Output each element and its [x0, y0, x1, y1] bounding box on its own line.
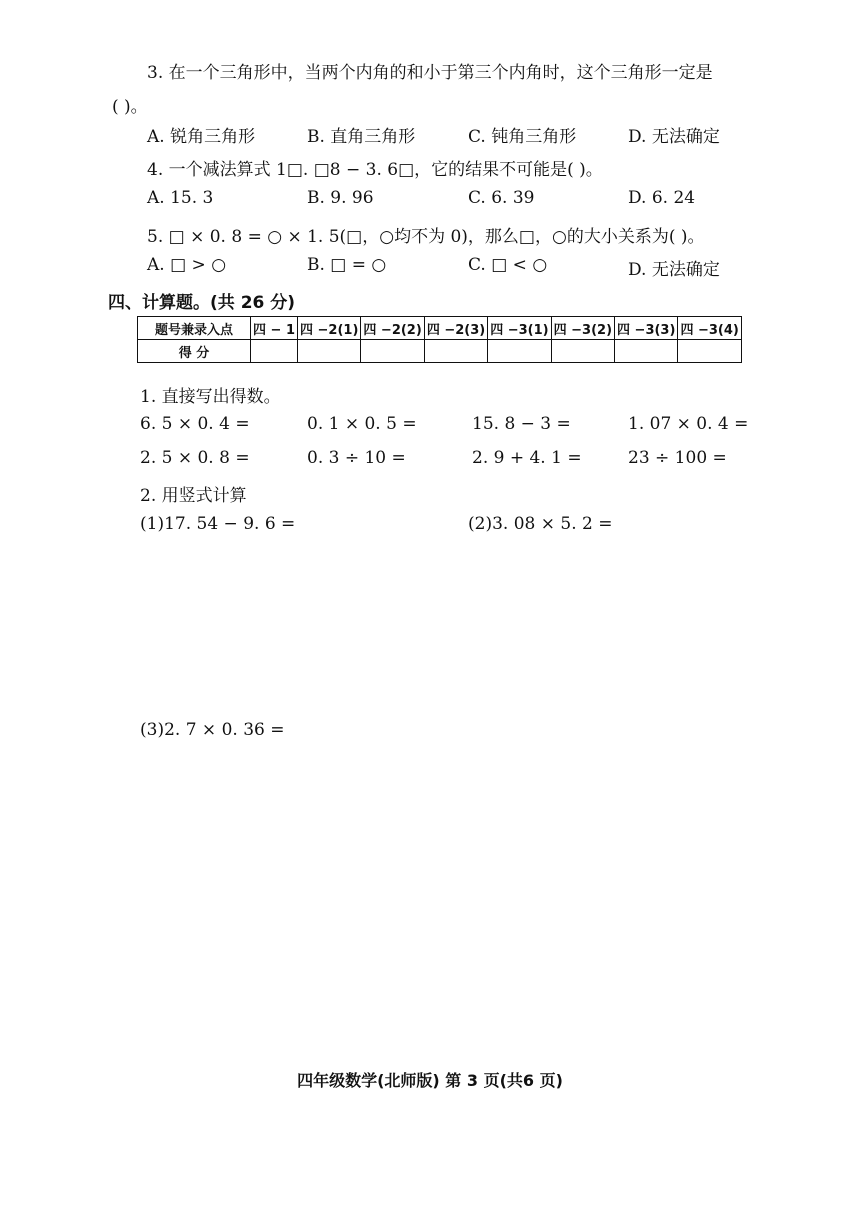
q4-option-c: C. 6. 39 [468, 188, 535, 208]
problem: 6. 5 × 0. 4 = [140, 414, 250, 434]
vertical-problem-1: (1)17. 54 − 9. 6 = [140, 514, 296, 534]
score-cell[interactable] [678, 340, 741, 363]
score-cell[interactable] [298, 340, 361, 363]
table-col: 四 −2(3) [424, 317, 487, 340]
table-col: 四 −2(2) [361, 317, 424, 340]
problem: 23 ÷ 100 = [628, 448, 727, 468]
table-col: 四 −3(1) [488, 317, 551, 340]
q3-text-line2: ( )。 [112, 97, 148, 117]
problem: 2. 5 × 0. 8 = [140, 448, 250, 468]
table-col: 四 − 1 [251, 317, 298, 340]
score-cell[interactable] [251, 340, 298, 363]
q3-option-d: D. 无法确定 [628, 127, 720, 147]
score-cell[interactable] [615, 340, 678, 363]
problem: 15. 8 − 3 = [472, 414, 571, 434]
q4-option-b: B. 9. 96 [307, 188, 374, 208]
problem: 2. 9 + 4. 1 = [472, 448, 582, 468]
score-cell[interactable] [551, 340, 614, 363]
q5-option-b: B. □ = ○ [307, 255, 387, 275]
q4-option-d: D. 6. 24 [628, 188, 696, 208]
table-col: 四 −3(2) [551, 317, 614, 340]
q4-option-a: A. 15. 3 [147, 188, 214, 208]
table-header-label: 题号兼录入点 [138, 317, 251, 340]
score-table-header-row [138, 317, 742, 340]
score-cell[interactable] [361, 340, 424, 363]
q5-option-c: C. □ < ○ [468, 255, 548, 275]
problem: 0. 3 ÷ 10 = [307, 448, 406, 468]
part2-title: 2. 用竖式计算 [140, 486, 247, 506]
problem: 1. 07 × 0. 4 = [628, 414, 749, 434]
section-heading: 四、计算题。(共 26 分) [108, 293, 296, 313]
table-col: 四 −3(4) [678, 317, 741, 340]
q5-option-d: D. 无法确定 [628, 260, 720, 280]
q3-option-a: A. 锐角三角形 [147, 127, 256, 147]
score-cell[interactable] [424, 340, 487, 363]
q3-text-line1: 3. 在一个三角形中，当两个内角的和小于第三个内角时，这个三角形一定是 [147, 63, 713, 83]
score-label: 得 分 [138, 340, 251, 363]
part1-title: 1. 直接写出得数。 [140, 387, 281, 407]
q5-text: 5. □ × 0. 8 = ○ × 1. 5(□，○均不为 0)，那么□，○的大小关系为( )。 [147, 227, 705, 247]
table-col: 四 −3(3) [615, 317, 678, 340]
score-cell[interactable] [488, 340, 551, 363]
table-col: 四 −2(1) [298, 317, 361, 340]
score-table-score-row [138, 340, 742, 363]
problem: 0. 1 × 0. 5 = [307, 414, 417, 434]
q5-option-a: A. □ > ○ [147, 255, 227, 275]
vertical-problem-3: (3)2. 7 × 0. 36 = [140, 720, 285, 740]
score-table [137, 316, 742, 363]
q4-text: 4. 一个减法算式 1□. □8 − 3. 6□，它的结果不可能是( )。 [147, 160, 603, 180]
q3-option-c: C. 钝角三角形 [468, 127, 577, 147]
page-footer: 四年级数学(北师版) 第 3 页(共6 页) [297, 1071, 563, 1090]
vertical-problem-2: (2)3. 08 × 5. 2 = [468, 514, 613, 534]
q3-option-b: B. 直角三角形 [307, 127, 416, 147]
